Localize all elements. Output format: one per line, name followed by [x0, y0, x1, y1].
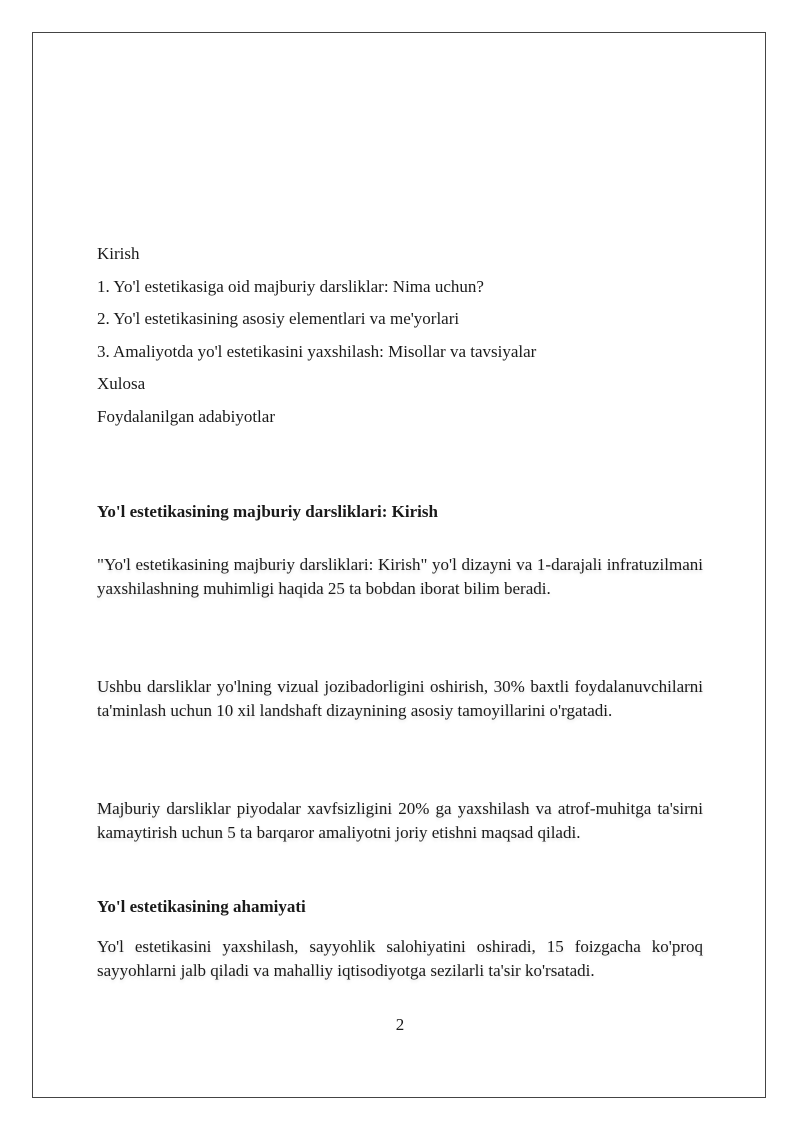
section-heading-importance: Yo'l estetikasining ahamiyati — [97, 897, 306, 916]
page-number: 2 — [395, 1015, 405, 1034]
table-of-contents — [97, 243, 703, 438]
toc-item-chapter-2: 2. Yo'l estetikasining asosiy elementlari va me'yorlari — [97, 309, 460, 328]
toc-item-chapter-1: 1. Yo'l estetikasiga oid majburiy darsliklar: Nima uchun? — [97, 276, 484, 296]
toc-item-references: Foydalanilgan adabiyotlar — [97, 406, 275, 426]
toc-item-conclusion: Xulosa — [97, 374, 146, 393]
toc-item-chapter-3: 3. Amaliyotda yo'l estetikasini yaxshilash: Misollar va tavsiyalar — [97, 341, 537, 361]
paragraph: Yo'l estetikasini yaxshilash, sayyohlik salohiyatini oshiradi, 15 foizgacha ko'proq sayyohlarni jalb qiladi va mahalliy iqtisodiyotga sezilarli ta'sir ko'rsatadi. — [97, 937, 703, 980]
paragraph: "Yo'l estetikasining majburiy darsliklari: Kirish" yo'l dizayni va 1-darajali infratuzilmani yaxshilashning muhimligi haqida 25 ta bobdan iborat bilim beradi. — [97, 555, 703, 598]
section-heading-intro: Yo'l estetikasining majburiy darsliklari: Kirish — [97, 502, 438, 521]
paragraph: Majburiy darsliklar piyodalar xavfsizligini 20% ga yaxshilash va atrof-muhitga ta'sirni kamaytirish uchun 5 ta barqaror amaliyotni joriy etishni maqsad qiladi. — [97, 799, 703, 842]
paragraph: Ushbu darsliklar yo'lning vizual jozibadorligini oshirish, 30% baxtli foydalanuvchilarni ta'minlash uchun 10 xil landshaft dizaynining asosiy tamoyillarini o'rgatadi. — [97, 677, 703, 720]
toc-item-intro: Kirish — [97, 244, 140, 263]
